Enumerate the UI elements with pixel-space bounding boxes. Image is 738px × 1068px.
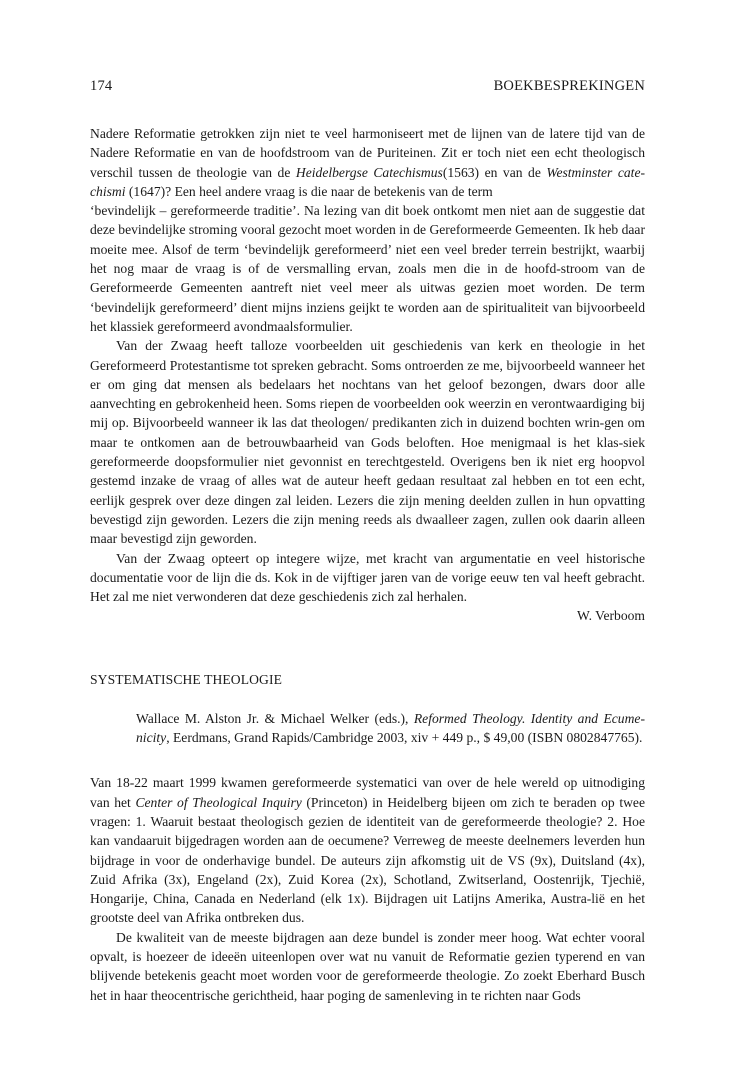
- book-page: [90, 78, 645, 1005]
- text-run: Van 18-22 maart 1999 kwamen gereformeerde systematici van over de hele wereld op uitnodiging van het: [90, 775, 645, 810]
- reviewer-signature: W. Verboom: [577, 608, 645, 624]
- text-run: (1647)? Een heel andere vraag is die naar de betekenis van de term: [125, 183, 493, 199]
- review-paragraph-1: [90, 124, 645, 336]
- section-paragraph-2: De kwaliteit van de meeste bijdragen aan deze bundel is zonder meer hoog. Wat echter vooral opvalt, is hoezeer de ideeën uiteenlopen over wat nu vanuit de Reformatie gezien typerend en van blijvende betekenis geacht moet worden voor de gereformeerde theologie. Zo zoekt Eberhard Busch het in haar theocentrische gerichtheid, haar poging de samenleving in te richten naar Gods: [90, 929, 645, 1003]
- page-number: 174: [90, 78, 113, 94]
- section-heading: SYSTEMATISCHE THEOLOGIE: [90, 671, 282, 687]
- text-run: (Princeton) in Heidelberg bijeen om zich te beraden op twee vragen: 1. Waaruit bestaat theologisch gezien de identiteit van de gereformeerde theologie? 2. Hoe kan vandaaruit bijgedragen worden aan de oecumene? Verreweg de meeste deelnemers leverden hun bijdrage in voor de onderhavige bundel. De auteurs zijn afkomstig uit de VS (9x), Duitsland (4x), Zuid Afrika (3x), Engeland (2x), Zuid Korea (2x), Schotland, Zwitserland, Oostenrijk, Tjechië, Hongarije, China, Canada en Nederland (elk 1x). Bijdragen uit Latijns Amerika, Austra-lië en het grootste deel van Afrika ontbreken dus.: [90, 794, 645, 926]
- book-reference: [136, 709, 645, 748]
- title-westminster-catechismi: Westminster cate-chismi: [90, 164, 645, 199]
- text-run: Nadere Reformatie getrokken zijn niet te veel harmoniseert met de lijnen van de latere tijd van de Nadere Reformatie en van de hoofdstroom van de Puriteinen. Zit er toch niet een echt theologisch verschil tussen de theologie van de: [90, 126, 645, 180]
- review-paragraph-3: Van der Zwaag opteert op integere wijze, met kracht van argumentatie en veel historische documentatie voor de lijn die ds. Kok in de vijftiger jaren van de vorige eeuw ten val heeft gebracht. Het zal me niet verwonderen dat deze geschiedenis zich zal herhalen.: [90, 550, 645, 605]
- review-verboom: [90, 124, 645, 626]
- reference-title: Reformed Theology. Identity and Ecume-nicity: [136, 710, 645, 746]
- review-paragraph-2: Van der Zwaag heeft talloze voorbeelden uit geschiedenis van kerk en theologie in het Gereformeerd Protestantisme tot spreken gebracht. Soms ontroerden ze me, bijvoorbeeld wanneer het er om ging dat mensen als bedelaars het nochtans van het geloof bezongen, dwars door alle aanvechting en gebrokenheid heen. Soms riepen de voorbeelden ook weerzin en verontwaardiging bij mij op. Bijvoorbeeld wanneer ik las dat theologen/ predikanten zich in duizend bochten wrin-gen om maar te ontkomen aan de betrouwbaarheid van Gods beloften. Hoe menigmaal is het klas-siek gereformeerde doopsformulier niet gevonnist en terechtgesteld. Overigens ben ik niet erg hoopvol gestemd inzake de vraag of alles wat de auteur heeft gedaan resultaat zal hebben en tot een echt, eerlijk gesprek over deze dingen zal leiden. Lezers die zijn mening deelden zullen in hun opvatting bevestigd zijn geworden. Lezers die zijn mening reeds als dwaalleer zagen, zullen ook daarin alleen maar bevestigd zijn geworden.: [90, 338, 645, 547]
- text-run: (1563) en van de: [442, 164, 547, 180]
- title-heidelbergse-catechismus: Heidelbergse Catechismus: [295, 164, 443, 180]
- reference-authors: Wallace M. Alston Jr. & Michael Welker (eds.),: [136, 710, 414, 726]
- section-running-title: BOEKBESPREKINGEN: [493, 78, 645, 94]
- reference-details: , Eerdmans, Grand Rapids/Cambridge 2003, xiv + 449 p., $ 49,00 (ISBN 0802847765).: [166, 730, 643, 746]
- section-paragraph-1: [90, 773, 645, 927]
- review-systematic: [90, 773, 645, 1005]
- running-header: [90, 78, 645, 98]
- text-run: ‘bevindelijk – gereformeerde traditie’. Na lezing van dit boek ontkomt men niet aan de suggestie dat deze bevindelijke stroming vooral gezocht moet worden in de Gereformeerde Gemeenten. Ik heb daar moeite mee. Alsof de term ‘bevindelijk gereformeerd’ niet een veel breder terrein bestrijkt, waarbij het nog maar de vraag is of de versmalling ervan, zoals men die in de hoofd-stroom van de Gereformeerde Gemeenten aantreft niet veel meer als uitwas gezien moet worden. De term ‘bevindelijk gereformeerd’ dient mijns inziens geijkt te worden aan de spiritualiteit van bijvoorbeeld het klassiek gereformeerd avondmaalsformulier.: [90, 203, 645, 334]
- title-center-theological-inquiry: Center of Theological Inquiry: [135, 794, 302, 810]
